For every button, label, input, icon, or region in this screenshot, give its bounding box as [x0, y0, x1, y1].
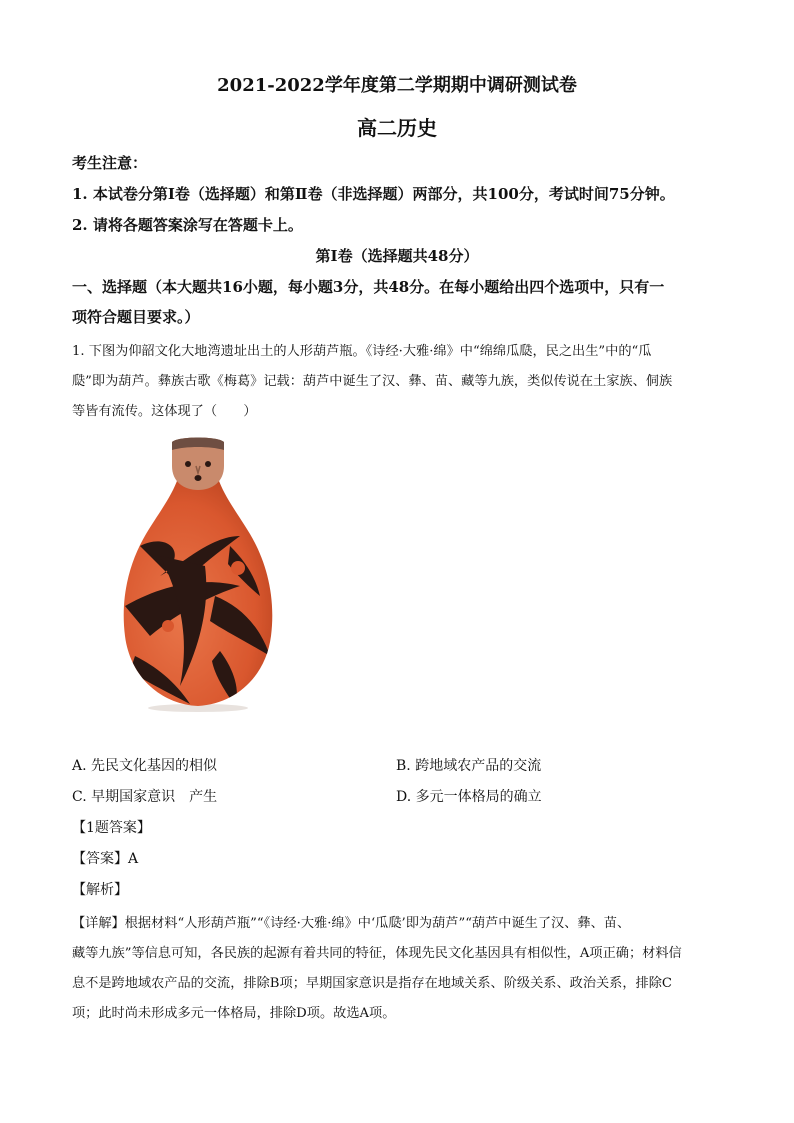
question-stem-line-1: 1. 下图为仰韶文化大地湾遗址出土的人形葫芦瓶。《诗经·大雅·绵》中“绵绵瓜瓞，民之出生”中的“瓜 [72, 344, 652, 359]
gourd-vase-image [120, 436, 276, 712]
answer-text: 【答案】A [72, 851, 139, 867]
analysis-line-2: 藏等九族”等信息可知，各民族的起源有着共同的特征，体现先民文化基因具有相似性，A项正确；材料信 [72, 946, 682, 961]
option-d: D. 多元一体格局的确立 [396, 789, 542, 805]
notice-item-2: 2. 请将各题答案涂写在答题卡上。 [72, 216, 303, 234]
question-stem-line-2: 瓞”即为葫芦。彝族古歌《梅葛》记载：葫芦中诞生了汉、彝、苗、藏等九族，类似传说在土家族、侗族 [72, 374, 673, 389]
analysis-heading: 【解析】 [72, 882, 128, 898]
analysis-line-1: 【详解】根据材料“人形葫芦瓶”“《诗经·大雅·绵》中‘瓜瓞’即为葫芦”“葫芦中诞生了汉、彝、苗、 [72, 916, 631, 931]
section-instruction-line-2: 项符合题目要求。） [72, 308, 200, 326]
section-instruction-line-1: 一、选择题（本大题共16小题，每小题3分，共48分。在每小题给出四个选项中，只有一 [72, 278, 665, 296]
answer-heading: 【1题答案】 [72, 820, 151, 836]
analysis-line-3: 息不是跨地域农产品的交流，排除B项；早期国家意识是指存在地域关系、阶级关系、政治关系，排除C [72, 976, 673, 991]
section-title: 第Ⅰ卷（选择题共48分） [315, 247, 479, 265]
notice-item-1: 1. 本试卷分第Ⅰ卷（选择题）和第Ⅱ卷（非选择题）两部分，共100分，考试时间75分钟。 [72, 185, 675, 203]
option-c: C. 早期国家意识 产生 [72, 789, 218, 805]
option-b: B. 跨地域农产品的交流 [396, 758, 542, 774]
option-a: A. 先民文化基因的相似 [72, 758, 218, 774]
exam-subtitle: 高二历史 [357, 116, 437, 140]
question-stem-line-3: 等皆有流传。这体现了（ ） [72, 404, 257, 419]
analysis-line-4: 项；此时尚未形成多元一体格局，排除D项。故选A项。 [72, 1006, 396, 1021]
exam-title: 2021-2022学年度第二学期期中调研测试卷 [217, 75, 577, 96]
notice-heading: 考生注意： [72, 154, 148, 172]
